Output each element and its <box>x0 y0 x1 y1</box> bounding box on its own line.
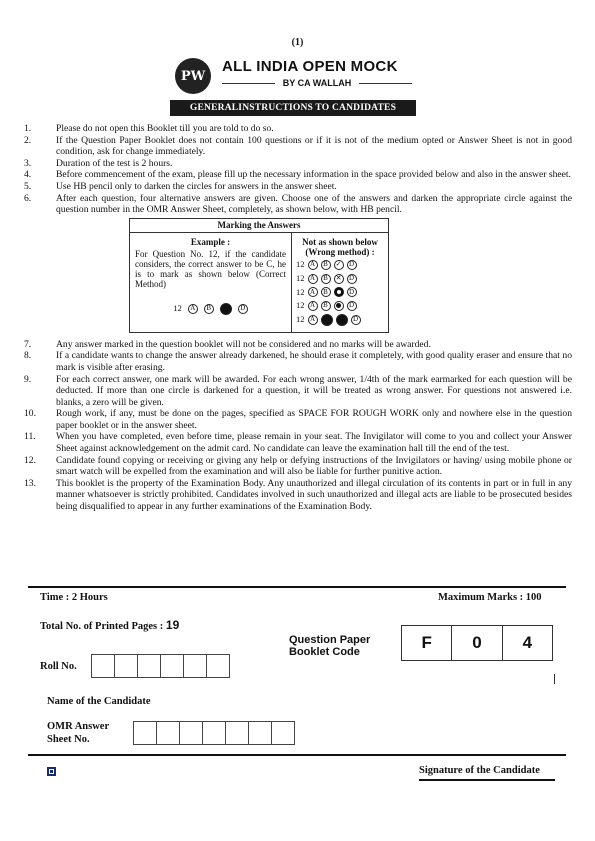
wrong-row-ring: 12 A B D <box>296 287 384 299</box>
instruction-text: After each question, four alternative answers are given. Choose one of the answers and darken the appropriate circle against the question number in the OMR Answer Sheet, completely, as shown below, with HB pencil. <box>56 192 572 216</box>
instruction-number: 8. <box>24 350 32 362</box>
ring-icon <box>334 287 344 297</box>
printed-pages: Total No. of Printed Pages : 19 <box>40 618 180 632</box>
filled-bubble-icon <box>336 314 348 326</box>
brand-logo-icon: PW <box>175 58 211 94</box>
page-number: (1) <box>291 37 304 48</box>
filled-bubble-icon <box>321 314 333 326</box>
divider <box>359 83 412 84</box>
cross-icon: ✕ <box>334 274 344 284</box>
instruction-number: 3. <box>24 157 32 169</box>
booklet-code-box <box>401 625 553 661</box>
instruction-number: 7. <box>24 338 32 350</box>
instruction-text: If a candidate wants to change the answer already darkened, he should erase it completely, with good quality eraser and ensure that no mark is visible after erasing. <box>56 350 572 373</box>
example-title: Example : <box>190 237 231 248</box>
instruction-text: Use HB pencil only to darken the circles for answers in the answer sheet. <box>56 180 337 192</box>
instruction-text: When you have completed, even before time, please remain in your seat. The Invigilator will come to you and collect your Answer Sheet against acknowledgement on the admit card. No candidate can leave the examination hall till the end of the test. <box>56 431 572 455</box>
example-text: For Question No. 12, if the candidate considers, the correct answer to be C, he is to mark as shown below (Correct Method) <box>135 248 286 289</box>
bubble-b: B <box>204 304 214 314</box>
instruction-item <box>24 478 572 513</box>
printed-pages-value: 19 <box>165 618 180 632</box>
instruction-text: Candidate found copying or receiving or giving any help or defying instructions of the Invigilators or having/ using mobile phone or smart watch will be expelled from the examination and will also be liable for further punitive action. <box>56 454 572 478</box>
instruction-item <box>24 123 572 135</box>
candidate-name-label: Name of the Candidate <box>47 696 151 707</box>
brand-title: ALL INDIA OPEN MOCK <box>222 58 398 75</box>
wrong-row-tick: 12 A B ✓ D <box>296 259 384 271</box>
brand-subtitle-text: BY CA WALLAH <box>282 78 352 88</box>
divider <box>222 83 275 84</box>
dot-icon <box>334 301 344 311</box>
signature-line <box>419 779 555 781</box>
instruction-item <box>24 455 572 478</box>
max-marks-label: Maximum Marks : 100 <box>438 592 542 603</box>
wrong-title: Not as shown below (Wrong method) : <box>302 237 378 258</box>
instruction-text: This booklet is the property of the Examination Body. Any unauthorized and illegal circulation of its contents in part or in full in any manner whatsoever is strictly prohibited. Candidates involved in such unauthorized and illegal acts are liable to be prosecuted besides being disqualified to appear in any further examinations of the Examination Body. <box>56 477 572 513</box>
instruction-number: 9. <box>24 373 32 385</box>
checkbox-icon <box>47 767 56 776</box>
bubble-d: D <box>238 304 248 314</box>
correct-method-panel <box>130 233 292 331</box>
bubble-a: A <box>188 304 198 314</box>
instruction-number: 6. <box>24 192 32 204</box>
instruction-text: Any answer marked in the question booklet will not be considered and no marks will be awarded. <box>56 338 431 350</box>
marking-answers-box <box>129 218 389 333</box>
roll-no-label: Roll No. <box>40 661 77 672</box>
bubble-c-filled <box>220 303 232 315</box>
instruction-text: Rough work, if any, must be done on the pages, specified as SPACE FOR ROUGH WORK only and nowhere else in the question paper booklet or in the answer sheet. <box>56 408 572 431</box>
roll-no-field[interactable] <box>92 654 230 678</box>
instruction-item <box>24 181 572 193</box>
booklet-code-digit: 0 <box>451 626 501 660</box>
booklet-code-digit: F <box>421 633 432 652</box>
omr-sheet-field[interactable] <box>134 721 295 745</box>
brand-subtitle <box>222 78 412 88</box>
instruction-item <box>24 135 572 158</box>
booklet-code-digit: 4 <box>502 626 552 660</box>
instruction-number: 11. <box>24 431 36 443</box>
marking-title: Marking the Answers <box>130 219 388 234</box>
divider <box>28 754 566 756</box>
wrong-row-dot: 12 A B D <box>296 300 384 312</box>
instruction-text: If the Question Paper Booklet does not contain 100 questions or if it is not of the medium opted or Answer Sheet is not in good condition, ask for change immediately. <box>56 134 572 158</box>
instruction-text: For each correct answer, one mark will be awarded. For each wrong answer, 1/4th of the mark earmarked for each question will be deducted. If more than one circle is darkened for a question, it will be treated as wrong answer. For questions not answered i.e. blanks, a zero will be given. <box>56 373 572 408</box>
omr-label: OMR Answer Sheet No. <box>47 721 110 745</box>
instruction-text: Before commencement of the exam, please fill up the necessary information in the space provided below and also in the answer sheet. <box>56 169 571 181</box>
instruction-text: Duration of the test is 2 hours. <box>56 157 173 169</box>
wrong-row-double: 12 A D <box>296 314 384 326</box>
divider <box>28 586 566 588</box>
question-number: 12 <box>173 303 182 314</box>
instruction-number: 5. <box>24 180 32 192</box>
instruction-number: 4. <box>24 169 32 181</box>
divider <box>554 674 555 684</box>
correct-bubble-row <box>135 303 286 315</box>
instruction-item <box>24 374 572 409</box>
instruction-item <box>24 339 572 351</box>
instructions-banner: GENERALINSTRUCTIONS TO CANDIDATES <box>170 100 416 116</box>
instruction-item <box>24 408 572 431</box>
instruction-item <box>24 169 572 181</box>
tick-icon: ✓ <box>334 260 344 270</box>
instruction-number: 12. <box>24 454 36 466</box>
instructions-list <box>24 123 572 513</box>
instruction-text: Please do not open this Booklet till you are told to do so. <box>56 123 274 134</box>
instruction-number: 10. <box>24 408 36 420</box>
time-label: Time : 2 Hours <box>40 592 108 603</box>
booklet-code-label: Question Paper Booklet Code <box>289 634 371 658</box>
instruction-number: 13. <box>24 477 36 489</box>
signature-label: Signature of the Candidate <box>419 765 540 776</box>
wrong-method-panel <box>292 233 388 331</box>
instruction-item <box>24 431 572 454</box>
instruction-number: 1. <box>24 123 32 134</box>
instruction-item <box>24 193 572 216</box>
instruction-item <box>24 350 572 373</box>
wrong-row-cross: 12 A B ✕ D <box>296 273 384 285</box>
instruction-item <box>24 158 572 170</box>
instruction-number: 2. <box>24 134 32 146</box>
